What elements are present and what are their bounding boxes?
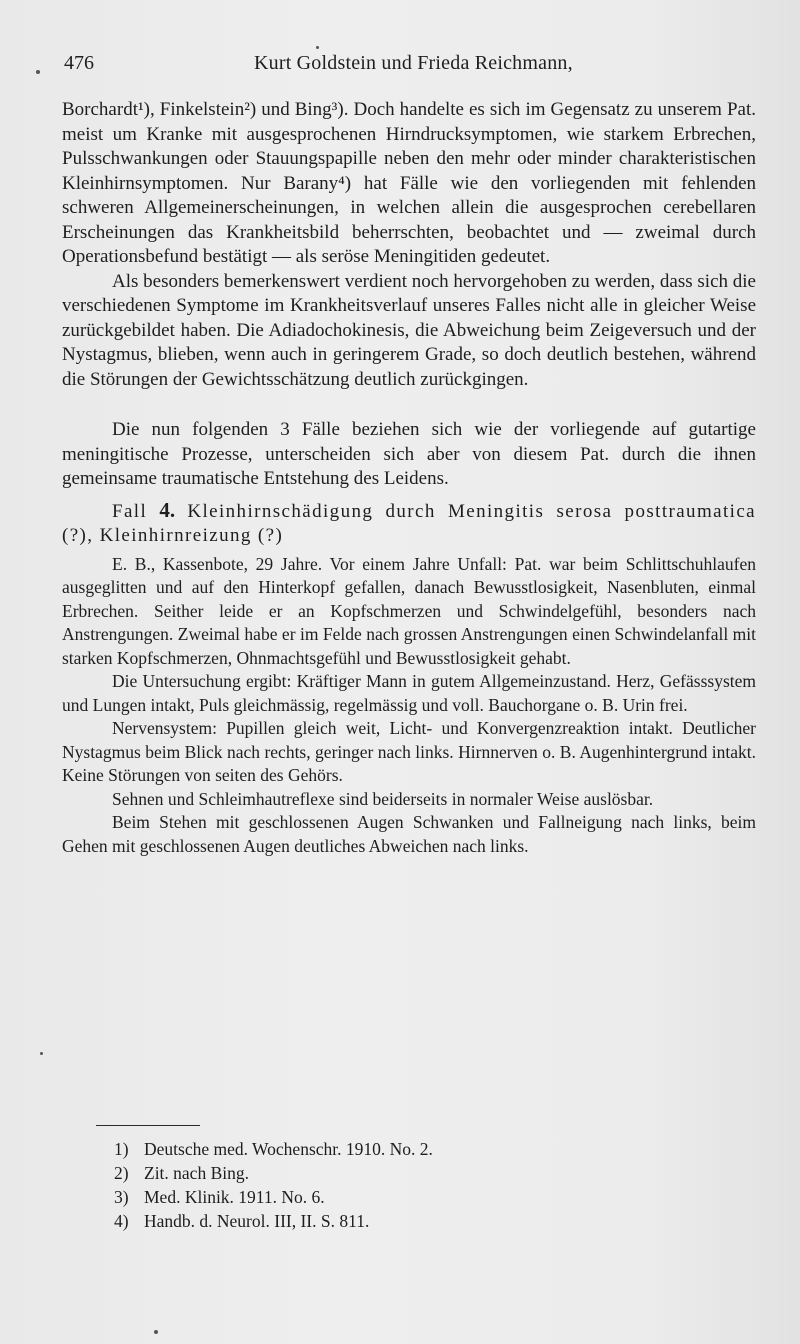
footnote (114, 1137, 714, 1161)
footnote (114, 1209, 714, 1233)
body-text (62, 98, 756, 858)
case-paragraph: Nervensystem: Pupillen gleich weit, Licht- und Konvergenzreaktion intakt. Deutlicher Nystagmus beim Blick nach rechts, geringer nach links. Hirnnerven o. B. Augenhintergrund intakt. Keine Störungen von seiten des Gehörs. (62, 718, 756, 785)
print-speck (154, 1330, 158, 1334)
footnote-text: Handb. d. Neurol. III, II. S. 811. (144, 1211, 370, 1231)
paragraph: Die nun folgenden 3 Fälle beziehen sich wie der vorliegende auf gutartige meningitische Prozesse, unterscheiden sich aber von diesem Pat. durch die ihnen gemeinsame traumatische Entstehung des Leidens. (62, 419, 756, 489)
case-paragraph: Sehnen und Schleimhautreflexe sind beiderseits in normaler Weise auslösbar. (112, 788, 654, 809)
footnote-number: 4) (114, 1211, 129, 1231)
print-speck (40, 1052, 43, 1055)
case-paragraph: E. B., Kassenbote, 29 Jahre. Vor einem Jahre Unfall: Pat. war beim Schlittschuhlaufen ausgeglitten und auf den Hinterkopf gefallen, danach Bewusstlosigkeit, Nasenbluten, einmal Erbrechen. Seither leide er an Kopfschmerzen und Schwindelgefühl, besonders nach Anstrengungen. Zweimal habe er im Felde nach grossen Anstrengungen einen Schwindelanfall mit starken Kopfschmerzen, Ohnmachtsgefühl und Bewusstlosigkeit gehabt. (62, 553, 756, 668)
footnote (114, 1161, 714, 1185)
footnote-text: Deutsche med. Wochenschr. 1910. No. 2. (144, 1139, 433, 1159)
case-paragraph: Beim Stehen mit geschlossenen Augen Schwanken und Fallneigung nach links, beim Gehen mit geschlossenen Augen deutliches Abweichen nach links. (62, 812, 756, 856)
page-header (64, 52, 764, 82)
print-speck (36, 70, 40, 74)
case-title-prefix: Fall (112, 500, 148, 522)
case-title (62, 498, 756, 549)
footnote (114, 1185, 714, 1209)
paragraph: Borchardt¹), Finkelstein²) und Bing³). Doch handelte es sich im Gegensatz zu unserem Pat. meist um Kranke mit ausgesprochenen Hirndrucksymptomen, wie starkem Erbrechen, Pulsschwankungen oder Stauungspapille neben den mehr oder minder charakteristischen Kleinhirnsymptomen. Nur Barany⁴) hat Fälle wie den vorliegenden mit fehlenden schweren Allgemeinerscheinungen, in welchen allein die ausgesprochen cerebellaren Erscheinungen das Krankheitsbild beherrschten, beobachtet und — zweimal durch Operationsbefund bestätigt — als seröse Meningitiden gedeutet. (62, 99, 756, 267)
footnote-divider (96, 1125, 200, 1126)
page-number: 476 (64, 52, 94, 74)
footnote-number: 1) (114, 1139, 129, 1159)
footnotes (114, 1137, 714, 1233)
paragraph: Als besonders bemerkenswert verdient noch hervorgehoben zu werden, dass sich die verschiedenen Symptome im Krankheitsverlauf unseres Falles nicht alle in gleicher Weise zurückgebildet haben. Die Adiadochokinesis, die Abweichung beim Zeigeversuch und der Nystagmus, blieben, wenn auch in geringerem Grade, so doch deutlich bestehen, während die Störungen der Gewichtsschätzung deutlich zurückgingen. (62, 270, 756, 390)
footnote-number: 3) (114, 1187, 129, 1207)
footnote-number: 2) (114, 1163, 129, 1183)
case-title-number: 4. (159, 497, 176, 522)
footnote-text: Zit. nach Bing. (144, 1163, 249, 1183)
case-paragraph: Die Untersuchung ergibt: Kräftiger Mann in gutem Allgemeinzustand. Herz, Gefässsystem und Lungen intakt, Puls gleichmässig, regelmässig und voll. Bauchorgane o. B. Urin frei. (62, 671, 756, 715)
footnote-text: Med. Klinik. 1911. No. 6. (144, 1187, 325, 1207)
case-title-text: Kleinhirnschädigung durch Meningitis serosa posttraumatica (?), Kleinhirnreizung (?) (62, 500, 756, 546)
print-speck (316, 46, 319, 49)
running-head: Kurt Goldstein und Frieda Reichmann, (254, 52, 573, 74)
